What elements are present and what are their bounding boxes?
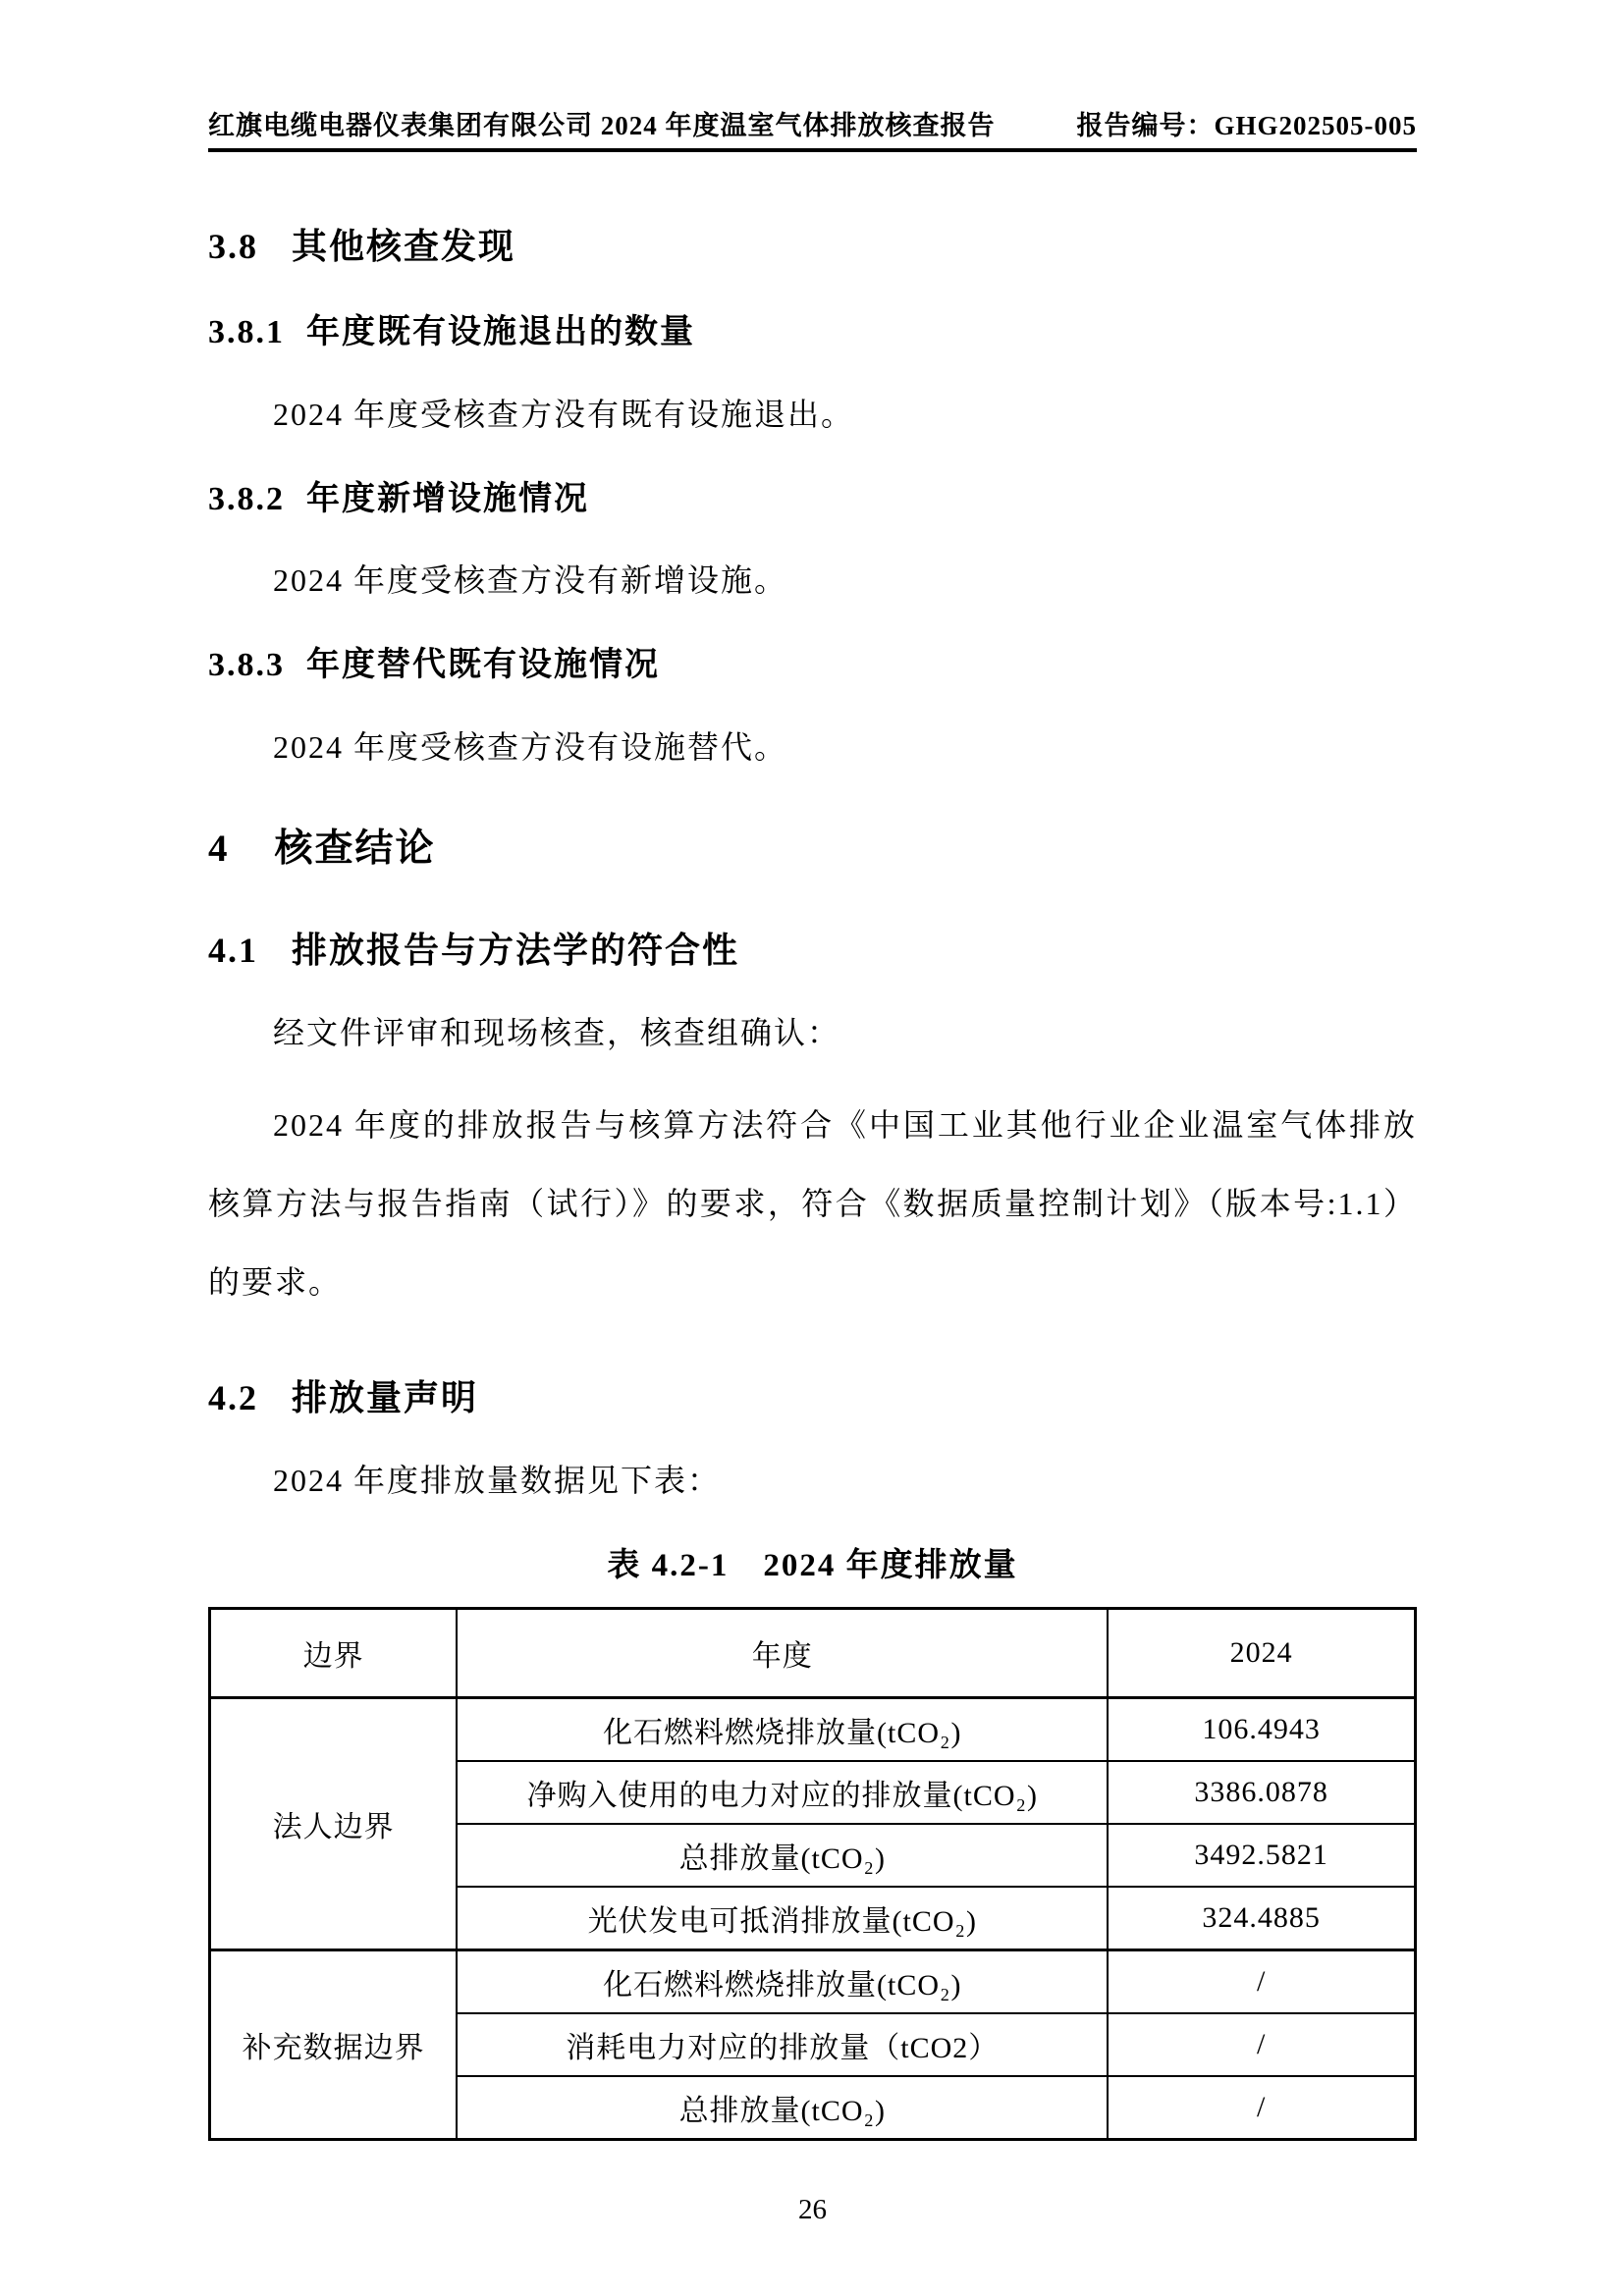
item-value: 3386.0878 (1108, 1761, 1415, 1824)
table-row (210, 1950, 1416, 2014)
section-heading-4 (208, 826, 1417, 874)
col-header-boundary: 边界 (210, 1609, 458, 1698)
heading-title: 排放报告与方法学的符合性 (292, 930, 740, 970)
emissions-table (208, 1607, 1417, 2141)
heading-number: 4 (208, 828, 230, 871)
boundary-label-supplementary: 补充数据边界 (210, 1950, 458, 2140)
page-header (208, 0, 1417, 152)
page-number: 26 (798, 2194, 827, 2226)
table-row (210, 1698, 1416, 1762)
paragraph-4-1-intro: 经文件评审和现场核查，核查组确认： (273, 1014, 841, 1050)
section-heading-3-8-2 (208, 479, 1417, 521)
section-heading-3-8 (208, 225, 1417, 269)
col-header-value: 2024 (1108, 1609, 1415, 1698)
item-value: / (1108, 2076, 1415, 2140)
item-label: 化石燃料燃烧排放量(tCO₂) (457, 1698, 1108, 1762)
item-label: 光伏发电可抵消排放量(tCO₂) (457, 1887, 1108, 1950)
paragraph-4-1-body: 2024 年度的排放报告与核算方法符合《中国工业其他行业企业温室气体排放核算方法与报告指南（试行）》的要求，符合《数据质量控制计划》（版本号:1.1）的要求。 (208, 1107, 1417, 1300)
item-label: 消耗电力对应的排放量（tCO2） (457, 2013, 1108, 2076)
item-label: 总排放量(tCO₂) (457, 2076, 1108, 2140)
paragraph-4-2-intro: 2024 年度排放量数据见下表： (273, 1463, 722, 1498)
header-report-number: 报告编号：GHG202505-005 (1076, 111, 1417, 140)
heading-title: 核查结论 (274, 828, 436, 871)
item-label: 化石燃料燃烧排放量(tCO₂) (457, 1950, 1108, 2014)
paragraph-3-8-1: 2024 年度受核查方没有既有设施退出。 (273, 396, 855, 432)
paragraph-3-8-3: 2024 年度受核查方没有设施替代。 (273, 728, 788, 765)
table-header-row (210, 1609, 1416, 1698)
table-header (210, 1609, 1416, 1698)
table-caption: 表 4.2-1 2024 年度排放量 (607, 1548, 1018, 1584)
content-area (208, 0, 1417, 2226)
heading-number: 3.8 (208, 227, 258, 266)
heading-number: 3.8.3 (208, 647, 285, 684)
heading-number: 4.2 (208, 1378, 258, 1417)
heading-title: 排放量声明 (292, 1378, 479, 1417)
section-heading-4-2 (208, 1376, 1417, 1420)
heading-title: 年度新增设施情况 (306, 480, 589, 517)
header-report-title: 红旗电缆电器仪表集团有限公司 2024 年度温室气体排放核查报告 (208, 111, 996, 140)
heading-title: 年度替代既有设施情况 (306, 647, 660, 684)
heading-number: 4.1 (208, 930, 258, 970)
item-value: / (1108, 2013, 1415, 2076)
item-value: 3492.5821 (1108, 1824, 1415, 1887)
section-heading-3-8-3 (208, 645, 1417, 687)
section-heading-3-8-1 (208, 312, 1417, 354)
item-label: 总排放量(tCO₂) (457, 1824, 1108, 1887)
section-heading-4-1 (208, 929, 1417, 973)
boundary-label-legal: 法人边界 (210, 1698, 458, 1950)
item-value: 324.4885 (1108, 1887, 1415, 1950)
col-header-year: 年度 (457, 1609, 1108, 1698)
heading-number: 3.8.1 (208, 314, 285, 350)
heading-title: 年度既有设施退出的数量 (306, 314, 695, 350)
item-value: / (1108, 1950, 1415, 2014)
item-label: 净购入使用的电力对应的排放量(tCO₂) (457, 1761, 1108, 1824)
heading-title: 其他核查发现 (292, 227, 516, 266)
heading-number: 3.8.2 (208, 480, 285, 517)
item-value: 106.4943 (1108, 1698, 1415, 1762)
paragraph-3-8-2: 2024 年度受核查方没有新增设施。 (273, 562, 788, 599)
